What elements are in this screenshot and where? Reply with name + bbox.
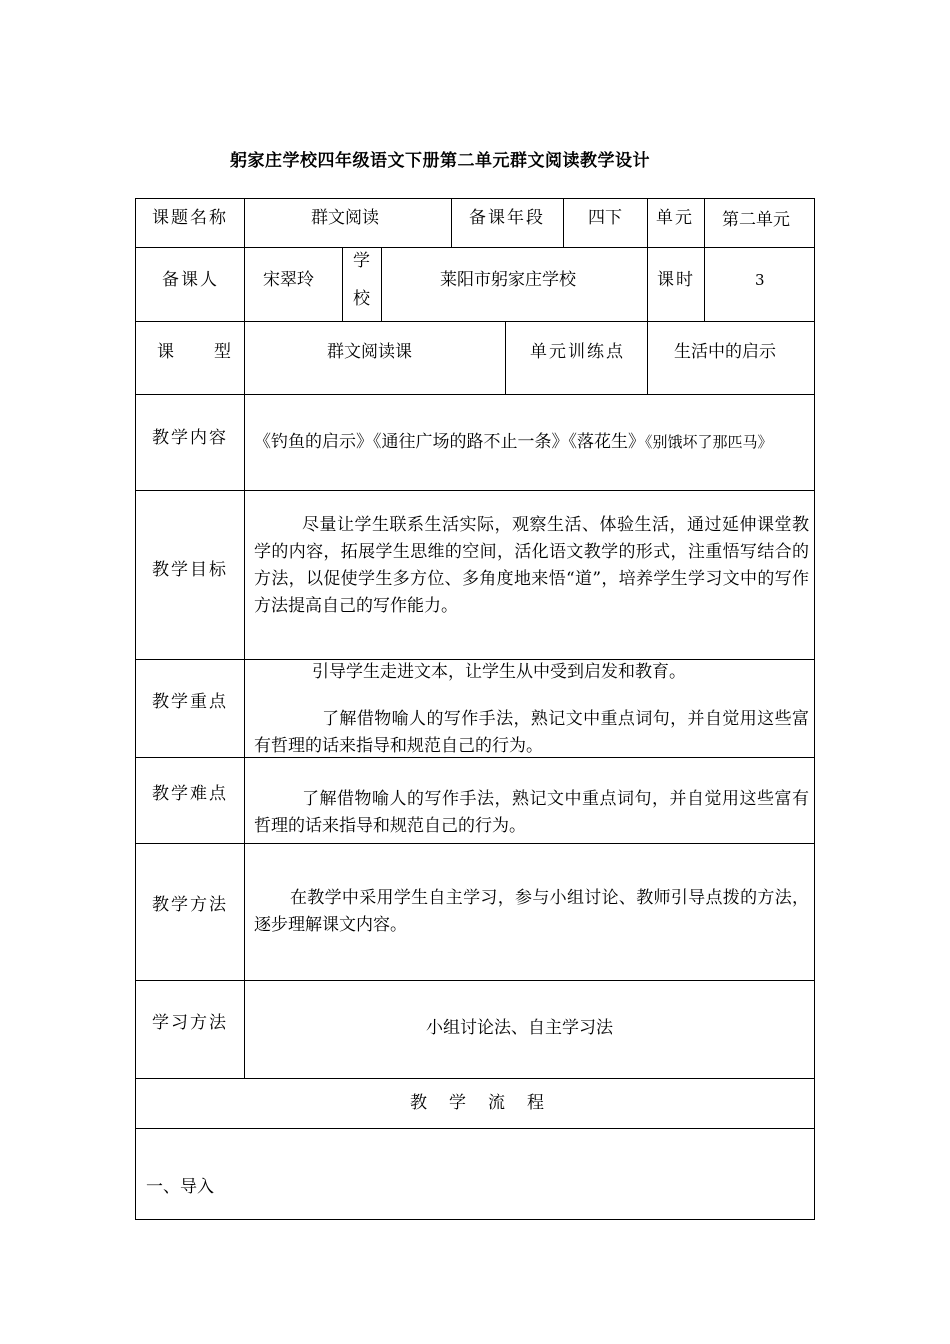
label-hours: 课时 <box>657 270 695 290</box>
topic-value: 群文阅读 <box>311 208 379 228</box>
teaching-focus-line2: 了解借物喻人的写作手法，熟记文中重点词句，并自觉用这些富有哲理的话来指导和规范自己的行为。 <box>254 709 809 756</box>
row-divider <box>135 247 815 248</box>
label-unit: 单元 <box>656 208 694 228</box>
label-teaching-content: 教学内容 <box>152 428 228 448</box>
label-type: 课 型 <box>157 342 233 362</box>
grade-value: 四下 <box>588 208 622 228</box>
preparer-value: 宋翠玲 <box>263 270 314 290</box>
teaching-content-main: 《钓鱼的启示》《通往广场的路不止一条》《落花生》 <box>254 432 645 452</box>
training-point-value: 生活中的启示 <box>674 342 776 362</box>
school-value: 莱阳市躬家庄学校 <box>440 270 576 290</box>
label-study-method: 学习方法 <box>152 1013 228 1033</box>
row-divider <box>135 843 815 844</box>
label-school-top: 学 <box>353 251 370 271</box>
label-teaching-method: 教学方法 <box>152 895 228 915</box>
label-teaching-focus: 教学重点 <box>152 692 228 712</box>
study-method-text: 小组讨论法、自主学习法 <box>426 1018 613 1038</box>
row-divider <box>135 1128 815 1129</box>
row-divider <box>135 394 815 395</box>
row-divider <box>135 490 815 491</box>
label-school-bottom: 校 <box>353 289 370 309</box>
section-introduction: 一、导入 <box>146 1177 214 1197</box>
hours-value: 3 <box>755 271 765 289</box>
teaching-method-text: 在教学中采用学生自主学习，参与小组讨论、教师引导点拨的方法，逐步理解课文内容。 <box>254 888 809 935</box>
column-divider <box>704 198 705 321</box>
column-divider <box>505 321 506 394</box>
column-divider <box>244 198 245 1078</box>
column-divider <box>647 198 648 321</box>
row-divider <box>135 1078 815 1079</box>
row-divider <box>135 980 815 981</box>
column-divider <box>563 198 564 247</box>
label-training-point: 单元训练点 <box>530 342 625 362</box>
column-divider <box>647 321 648 394</box>
type-value: 群文阅读课 <box>327 342 412 362</box>
label-topic: 课题名称 <box>152 208 228 228</box>
teaching-content-text <box>254 434 773 451</box>
teaching-content-small: 《别饿坏了那匹马》 <box>645 433 773 451</box>
column-divider <box>451 198 452 247</box>
label-teaching-difficulty: 教学难点 <box>152 784 228 804</box>
row-divider <box>135 321 815 322</box>
teaching-difficulty-text: 了解借物喻人的写作手法，熟记文中重点词句，并自觉用这些富有哲理的话来指导和规范自己的行为。 <box>254 789 809 836</box>
label-grade: 备课年段 <box>469 208 545 228</box>
teaching-flow-heading: 教学流程 <box>410 1093 566 1113</box>
unit-value: 第二单元 <box>722 210 790 230</box>
column-divider <box>342 247 343 321</box>
document-title: 躬家庄学校四年级语文下册第二单元群文阅读教学设计 <box>230 151 650 171</box>
teaching-focus-line1: 引导学生走进文本，让学生从中受到启发和教育。 <box>312 662 686 682</box>
label-preparer: 备课人 <box>162 270 219 290</box>
teaching-goal-text: 尽量让学生联系生活实际，观察生活、体验生活，通过延伸课堂教学的内容，拓展学生思维的空间，活化语文教学的形式，注重悟写结合的方法，以促使学生多方位、多角度地来悟“道”，培养学生学习文中的写作方法提高自己的写作能力。 <box>254 515 809 616</box>
label-teaching-goal: 教学目标 <box>152 560 228 580</box>
column-divider <box>381 247 382 321</box>
row-divider <box>135 659 815 660</box>
